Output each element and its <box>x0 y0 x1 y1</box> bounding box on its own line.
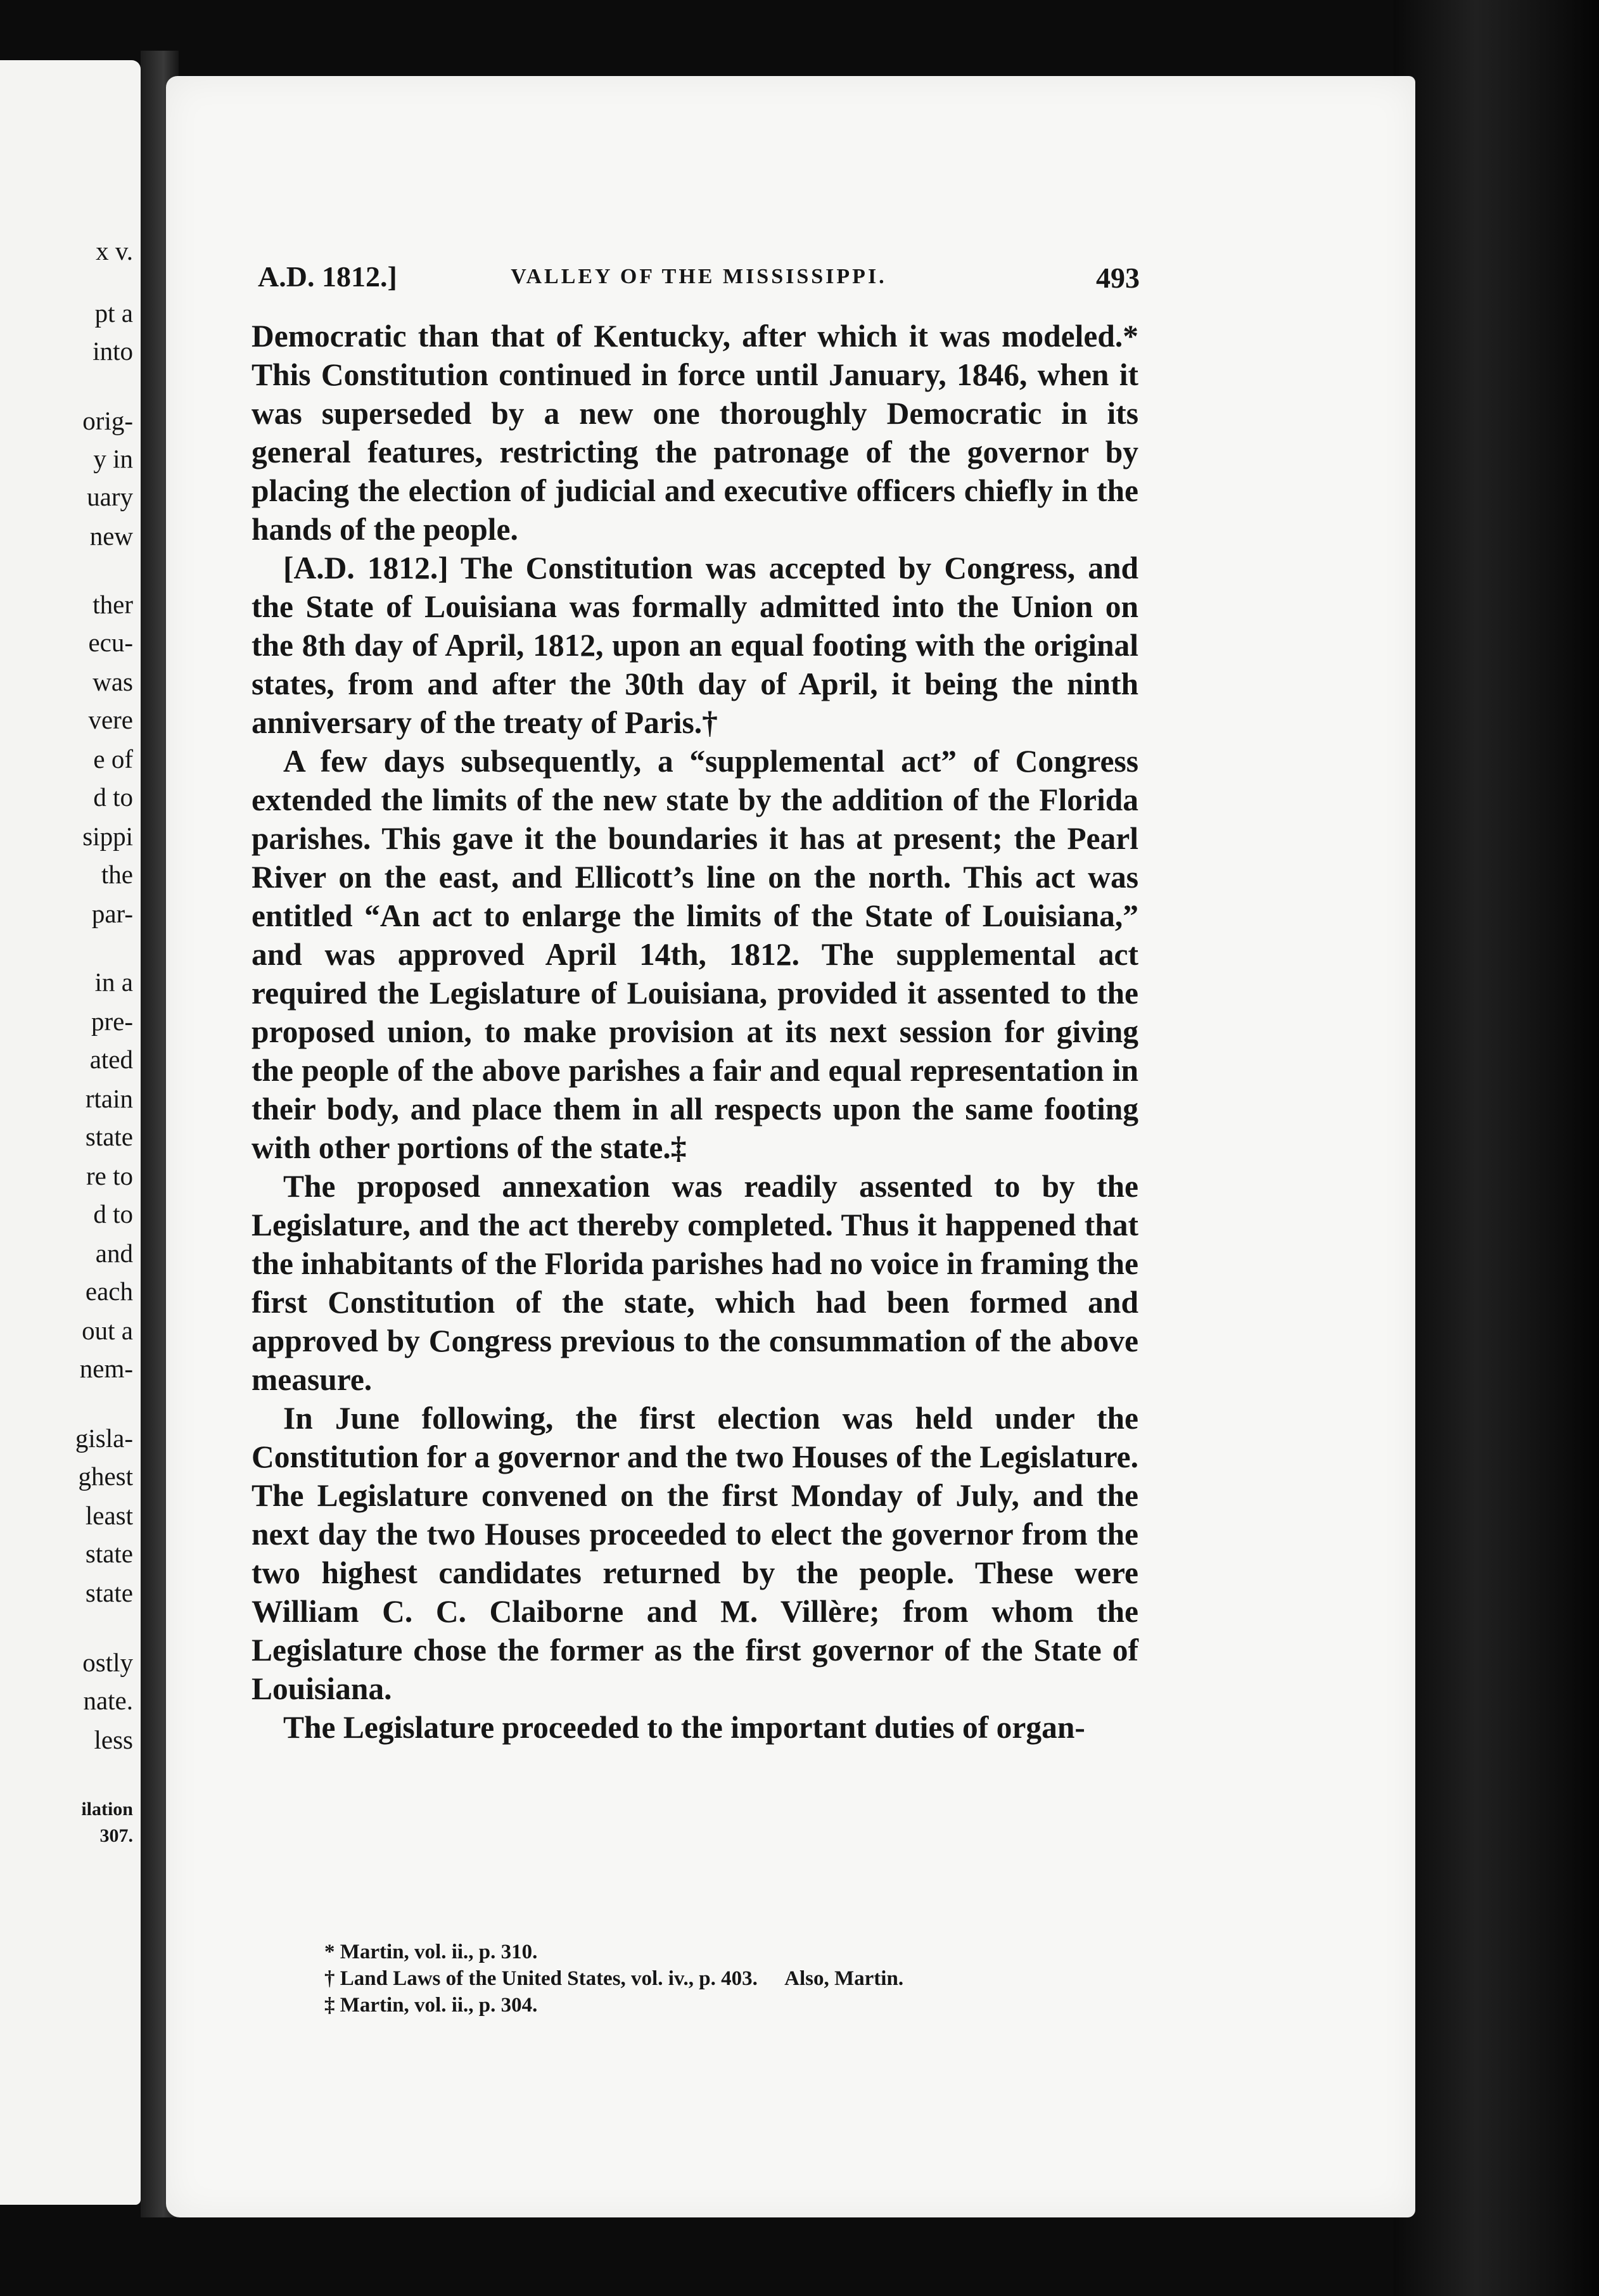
left-page-fragment: was <box>92 667 133 696</box>
left-page-fragment: state <box>85 1539 133 1568</box>
left-page-fragment: in a <box>94 967 133 997</box>
left-page-fragment: sippi <box>82 822 133 851</box>
paragraph: The Legislature proceeded to the important duties of organ- <box>283 1710 1085 1745</box>
page-edge-shadow <box>1394 0 1599 2296</box>
left-page-fragment: gisla- <box>75 1424 133 1453</box>
footnote-text: Land Laws of the United States, vol. iv., p. 403. <box>340 1967 758 1990</box>
left-page-fragment: orig- <box>82 406 133 435</box>
running-head-date: A.D. 1812.] <box>258 260 397 293</box>
left-page-fragment: pre- <box>91 1007 133 1036</box>
left-page-fragment: ated <box>89 1045 133 1074</box>
footnotes <box>324 1939 1148 2019</box>
footnote <box>324 1992 1148 2019</box>
left-page-fragment: uary <box>87 482 133 511</box>
book-page <box>166 76 1415 2217</box>
left-page-fragment: least <box>85 1501 133 1530</box>
left-page-fragment: ghest <box>78 1462 133 1491</box>
footnote-mark: * <box>324 1941 335 1963</box>
footnote-mark: ‡ <box>324 1994 335 2017</box>
previous-page-fragment <box>0 60 141 2205</box>
left-page-fragment: new <box>89 521 133 551</box>
left-page-fragment: out a <box>82 1316 133 1345</box>
footnote <box>324 1965 1148 1992</box>
left-page-fragment: y in <box>93 444 133 473</box>
left-page-fragment: each <box>85 1277 133 1306</box>
paragraph: A few days subsequently, a “supplemental act” of Congress extended the limits of the new state by the addition of the Florida parishes. This gave it the boundaries it has at present; the Pearl River on the east, and Ellicott’s line on the north. This act was entitled “An act to enlarge the limits of the State of Louisiana,” and was approved April 14th, 1812. The supplemental act required the Legislature of Louisiana, provided it assented to the proposed union, to make provision at its next session for giving the people of the above parishes a fair and equal representation in their body, and place them in all respects upon the same footing with other portions of the state.‡ <box>252 744 1138 1165</box>
paragraph: [A.D. 1812.] The Constitution was accepted by Congress, and the State of Louisiana was formally admitted into the Union on the 8th day of April, 1812, upon an equal footing with the original states, from and after the 30th day of April, it being the ninth anniversary of the treaty of Paris.† <box>252 551 1138 740</box>
left-page-fragment: ecu- <box>88 628 133 657</box>
left-page-fragment: state <box>85 1122 133 1151</box>
left-page-fragment: pt a <box>94 298 133 328</box>
left-page-fragment: nem- <box>79 1354 133 1383</box>
left-page-fragment: vere <box>88 705 133 734</box>
paragraph: The proposed annexation was readily assented to by the Legislature, and the act thereby completed. Thus it happened that the inhabitants of the Florida parishes had no voice in framing the first Constitution of the state, which had been formed and approved by Congress previous to the consummation of the above measure. <box>252 1169 1138 1397</box>
footnote-text: Martin, vol. ii., p. 304. <box>340 1994 538 2017</box>
left-page-fragment: re to <box>86 1161 133 1190</box>
left-page-fragment: the <box>101 860 133 889</box>
left-page-fragment: rtain <box>85 1084 133 1113</box>
left-page-fragment: 307. <box>99 1825 133 1846</box>
footnote <box>324 1939 1148 1965</box>
running-head-title: VALLEY OF THE MISSISSIPPI. <box>511 265 887 288</box>
left-page-fragment: d to <box>93 782 133 812</box>
left-page-fragment: nate. <box>83 1686 133 1715</box>
left-page-fragment: par- <box>91 899 133 928</box>
left-page-fragment: into <box>92 336 133 366</box>
left-page-fragment: and <box>95 1239 133 1268</box>
left-page-fragment: less <box>94 1725 133 1754</box>
left-page-fragment: state <box>85 1578 133 1607</box>
footnote-also: Also, Martin. <box>784 1967 904 1990</box>
left-page-fragment: d to <box>93 1199 133 1228</box>
running-head <box>258 260 1140 298</box>
left-page-fragment: x v. <box>96 236 133 265</box>
left-page-fragment: ostly <box>82 1648 133 1677</box>
footnote-text: Martin, vol. ii., p. 310. <box>340 1941 538 1963</box>
left-page-fragment: e of <box>93 744 133 774</box>
left-page-fragment: ilation <box>81 1799 133 1820</box>
paragraph: In June following, the first election was held under the Constitution for a governor and the two Houses of the Legislature. The Legislature convened on the first Monday of July, and the next day the two Houses proceeded to elect the governor from the two highest candidates returned by the people. These were William C. C. Claiborne and M. Villère; from whom the Legislature chose the former as the first governor of the State of Louisiana. <box>252 1401 1138 1706</box>
left-page-fragment: ther <box>92 590 133 619</box>
body-text <box>252 317 1138 1747</box>
footnote-mark: † <box>324 1967 335 1990</box>
page-number: 493 <box>1096 262 1140 294</box>
paragraph: Democratic than that of Kentucky, after which it was modeled.* This Constitution continued in force until January, 1846, when it was superseded by a new one thoroughly Democratic in its general features, restricting the patronage of the governor by placing the election of judicial and executive officers chiefly in the hands of the people. <box>252 319 1138 547</box>
